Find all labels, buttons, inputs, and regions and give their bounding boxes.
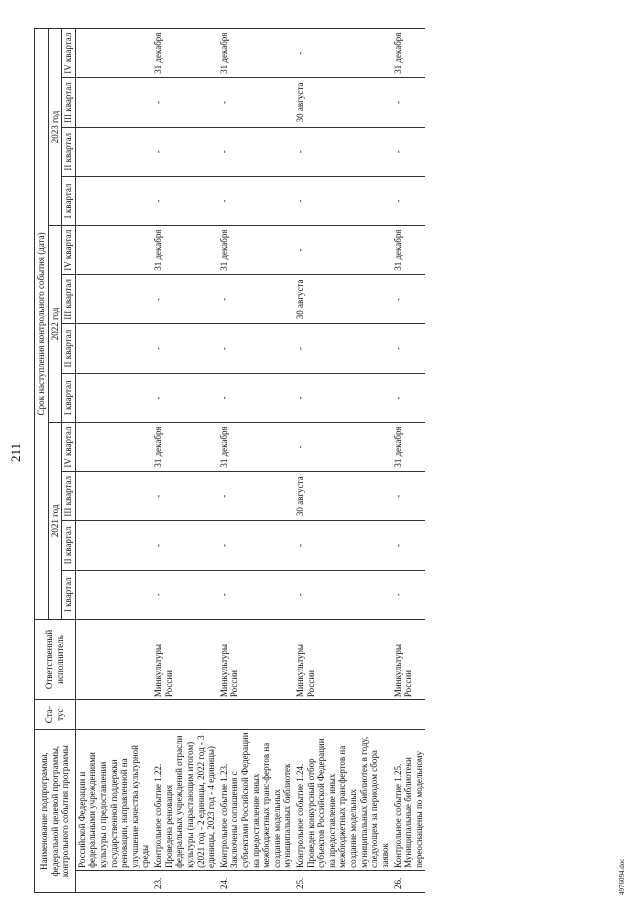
row-name: Российской Федерации и федеральными учреждениями культуры о предоставлении государственной поддержки реновации, направленной на улучшение качества культурной среды — [75, 730, 152, 871]
row-responsible: Минкультуры России — [294, 619, 391, 699]
header-responsible: Ответственный исполнитель — [35, 619, 76, 699]
row-date-cell — [75, 521, 152, 570]
row-date-cell — [75, 570, 152, 619]
row-date-cell: - — [218, 324, 294, 373]
row-date-cell — [75, 29, 152, 78]
header-quarter: II квартал — [62, 521, 76, 570]
row-date-cell: - — [152, 472, 218, 521]
row-date-cell — [75, 472, 152, 521]
row-date-cell: - — [392, 324, 426, 373]
row-name: Контрольное событие 1.23. Заключены соглашения с субъектами Российской Федерации на предоставление иных межбюджетных транс-фертов на создание модельных муниципальных библиотек — [218, 730, 294, 871]
header-quarter: III квартал — [62, 275, 76, 324]
row-number: 26. — [392, 870, 426, 892]
header-quarter: III квартал — [62, 78, 76, 127]
row-date-cell: - — [392, 521, 426, 570]
row-date-cell — [75, 324, 152, 373]
row-date-cell: - — [294, 176, 391, 225]
row-date-cell: 31 декабря — [218, 226, 294, 275]
row-date-cell: 31 декабря — [152, 422, 218, 471]
row-date-cell — [75, 226, 152, 275]
row-date-cell: 31 декабря — [392, 226, 426, 275]
row-date-cell: - — [294, 422, 391, 471]
header-year-2023: 2023 год — [48, 29, 62, 226]
row-date-cell — [75, 373, 152, 422]
header-quarter: IV квартал — [62, 29, 76, 78]
row-date-cell: 30 августа — [294, 275, 391, 324]
header-year-2021: 2021 год — [48, 422, 62, 619]
row-number — [75, 870, 152, 892]
header-quarter: II квартал — [62, 324, 76, 373]
row-date-cell: - — [218, 176, 294, 225]
table-row — [392, 29, 426, 893]
row-date-cell: - — [152, 373, 218, 422]
row-status — [294, 700, 391, 730]
row-date-cell — [75, 422, 152, 471]
table-row — [294, 29, 391, 893]
row-date-cell: - — [152, 570, 218, 619]
row-date-cell: - — [218, 521, 294, 570]
header-quarter: II квартал — [62, 127, 76, 176]
row-status — [152, 700, 218, 730]
row-date-cell: 31 декабря — [152, 29, 218, 78]
header-quarter: I квартал — [62, 176, 76, 225]
row-date-cell: 30 августа — [294, 78, 391, 127]
control-events-table — [34, 28, 425, 893]
row-date-cell — [75, 78, 152, 127]
header-status: Ста-тус — [35, 700, 76, 730]
row-date-cell: - — [152, 176, 218, 225]
row-date-cell: - — [218, 472, 294, 521]
row-date-cell: - — [392, 570, 426, 619]
row-date-cell: - — [218, 127, 294, 176]
row-date-cell: - — [294, 324, 391, 373]
footer-filename: 4976094.doc — [618, 858, 626, 895]
row-date-cell: - — [294, 226, 391, 275]
row-date-cell — [75, 275, 152, 324]
row-date-cell: - — [392, 176, 426, 225]
row-date-cell: - — [152, 127, 218, 176]
row-name: Контрольное событие 1.22. Проведена реновация федеральных учреждений отрасли культуры (нарастающим итогом) (2021 год - 2 единицы, 2022 год - 3 единицы, 2023 год - 4 единицы) — [152, 730, 218, 871]
row-name: Контрольное событие 1.25. Муниципальные библиотеки переоснащены по модельному — [392, 730, 426, 871]
row-date-cell: - — [392, 127, 426, 176]
row-status — [75, 700, 152, 730]
table-row — [75, 29, 152, 893]
row-date-cell: - — [152, 521, 218, 570]
row-date-cell: - — [392, 275, 426, 324]
row-date-cell: 30 августа — [294, 472, 391, 521]
row-date-cell: - — [294, 29, 391, 78]
row-status — [218, 700, 294, 730]
row-date-cell: - — [392, 78, 426, 127]
row-date-cell: 31 декабря — [218, 29, 294, 78]
row-date-cell — [75, 127, 152, 176]
row-responsible — [75, 619, 152, 699]
header-quarter: IV квартал — [62, 226, 76, 275]
table-row — [152, 29, 218, 893]
header-quarter: I квартал — [62, 570, 76, 619]
row-date-cell: - — [218, 78, 294, 127]
table-body — [75, 29, 425, 893]
row-responsible: Минкультуры России — [152, 619, 218, 699]
row-date-cell: - — [218, 373, 294, 422]
header-quarter: III квартал — [62, 472, 76, 521]
row-date-cell: - — [152, 324, 218, 373]
row-date-cell: - — [218, 275, 294, 324]
row-number: 24. — [218, 870, 294, 892]
row-date-cell: - — [392, 472, 426, 521]
row-responsible: Минкультуры России — [218, 619, 294, 699]
row-date-cell: 31 декабря — [218, 422, 294, 471]
page-number: 211 — [8, 442, 23, 463]
row-date-cell: - — [294, 373, 391, 422]
header-quarter: IV квартал — [62, 422, 76, 471]
header-name: Наименование подпрограммы, федеральной целевой программы, контрольного события программы — [35, 730, 76, 893]
row-date-cell: 31 декабря — [392, 422, 426, 471]
row-status — [392, 700, 426, 730]
row-date-cell: - — [152, 275, 218, 324]
row-responsible: Минкультуры России — [392, 619, 426, 699]
row-number: 25. — [294, 870, 391, 892]
row-date-cell — [75, 176, 152, 225]
row-name: Контрольное событие 1.24. Проведен конкурсный отбор субъектов Российской Федерации на предоставление иных межбюджетных трансфертов на создание модельных муниципальных библиотек в году, следующем за периодом сбора заявок — [294, 730, 391, 871]
row-number: 23. — [152, 870, 218, 892]
row-date-cell: - — [294, 127, 391, 176]
row-date-cell: - — [294, 570, 391, 619]
row-date-cell: - — [294, 521, 391, 570]
row-date-cell: 31 декабря — [152, 226, 218, 275]
row-date-cell: - — [152, 78, 218, 127]
row-date-cell: - — [218, 570, 294, 619]
header-year-2022: 2022 год — [48, 226, 62, 423]
row-date-cell: - — [392, 373, 426, 422]
header-quarter: I квартал — [62, 373, 76, 422]
table-row — [218, 29, 294, 893]
row-date-cell: 31 декабря — [392, 29, 426, 78]
header-dates: Срок наступления контрольного события (дата) — [35, 29, 49, 620]
